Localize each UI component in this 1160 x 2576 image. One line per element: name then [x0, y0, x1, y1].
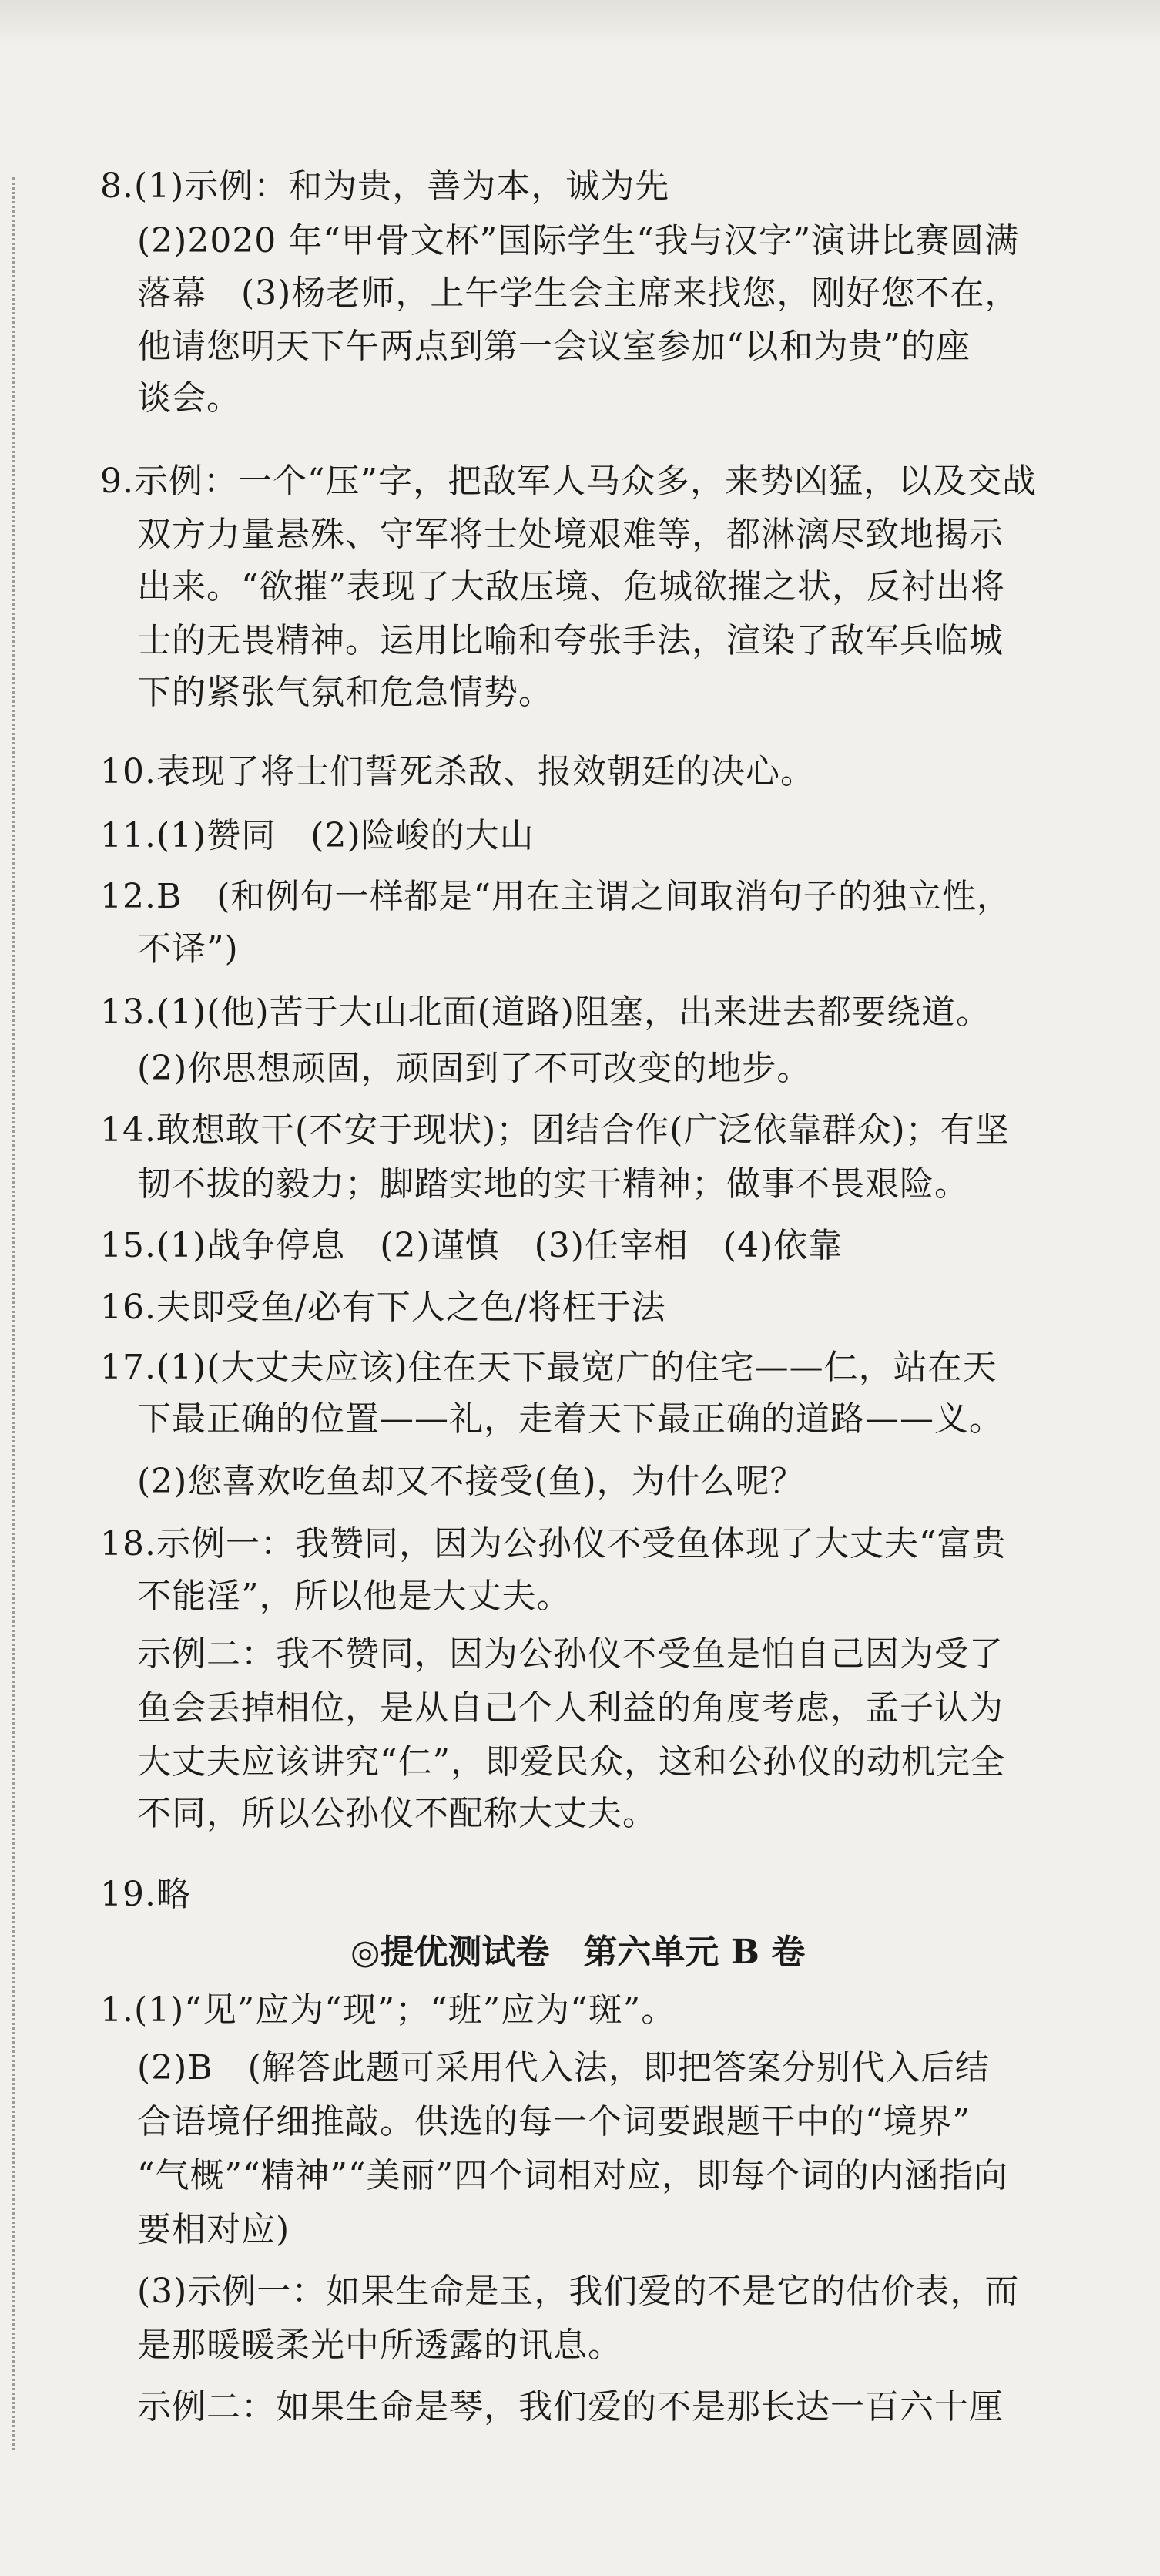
answer-8-2-line4: 谈会。	[137, 378, 241, 418]
answer-18-line1: 18.示例一：我赞同，因为公孙仪不受鱼体现了大丈夫“富贵	[100, 1524, 1007, 1563]
answer-12-line1: 12.B (和例句一样都是“用在主谓之间取消句子的独立性，	[100, 877, 1011, 916]
section-answer-1-2-line1: (2)B (解答此题可采用代入法，即把答案分别代入后结	[137, 2048, 990, 2087]
section-heading: ◎提优测试卷 第六单元 B 卷	[350, 1933, 806, 1972]
section-answer-1-1: 1.(1)“见”应为“现”；“班”应为“斑”。	[100, 1990, 676, 2030]
answer-19: 19.略	[100, 1875, 191, 1914]
answer-17-1-line1: 17.(1)(大丈夫应该)住在天下最宽广的住宅——仁，站在天	[100, 1348, 997, 1387]
answer-11: 11.(1)赞同 (2)险峻的大山	[100, 816, 535, 855]
section-answer-1-2-line2: 合语境仔细推敲。供选的每一个词要跟题干中的“境界”	[137, 2102, 971, 2141]
answer-9-line1: 9.示例：一个“压”字，把敌军人马众多，来势凶猛，以及交战	[100, 462, 1037, 501]
answer-13-1: 13.(1)(他)苦于大山北面(道路)阻塞，出来进去都要绕道。	[100, 992, 991, 1032]
answer-18-line5: 大丈夫应该讲究“仁”，即爱民众，这和公孙仪的动机完全	[137, 1742, 1005, 1782]
section-answer-1-2-line4: 要相对应)	[137, 2210, 290, 2249]
answer-17-2: (2)您喜欢吃鱼却又不接受(鱼)，为什么呢？	[137, 1462, 805, 1501]
answer-9-line4: 士的无畏精神。运用比喻和夸张手法，渲染了敌军兵临城	[137, 621, 1004, 660]
answer-15: 15.(1)战争停息 (2)谨慎 (3)任宰相 (4)依靠	[100, 1226, 843, 1265]
answer-13-2: (2)你思想顽固，顽固到了不可改变的地步。	[137, 1049, 812, 1088]
answer-17-1-line2: 下最正确的位置——礼，走着天下最正确的道路——义。	[137, 1399, 1004, 1439]
section-answer-1-3-line2: 是那暖暖柔光中所透露的讯息。	[137, 2326, 622, 2365]
answer-12-line2: 不译”)	[137, 929, 239, 969]
answer-14-line1: 14.敢想敢干(不安于现状)；团结合作(广泛依靠群众)；有坚	[100, 1110, 1010, 1150]
answer-14-line2: 韧不拔的毅力；脚踏实地的实干精神；做事不畏艰险。	[137, 1164, 969, 1204]
answer-18-line6: 不同，所以公孙仪不配称大丈夫。	[137, 1794, 657, 1833]
answer-10: 10.表现了将士们誓死杀敌、报效朝廷的决心。	[100, 752, 815, 791]
answer-8-2-line1: (2)2020 年“甲骨文杯”国际学生“我与汉字”演讲比赛圆满	[137, 221, 1020, 260]
answer-9-line3: 出来。“欲摧”表现了大敌压境、危城欲摧之状，反衬出将	[137, 567, 1005, 606]
section-answer-1-3-line1: (3)示例一：如果生命是玉，我们爱的不是它的估价表，而	[137, 2272, 1020, 2311]
answer-9-line5: 下的紧张气氛和危急情势。	[137, 673, 553, 712]
answer-16: 16.夫即受鱼/必有下人之色/将枉于法	[100, 1288, 666, 1327]
answer-8-2-line2: 落幕 (3)杨老师，上午学生会主席来找您，刚好您不在，	[137, 274, 1020, 313]
section-answer-1-2-line3: “气概”“精神”“美丽”四个词相对应，即每个词的内涵指向	[137, 2156, 1008, 2195]
answer-8-2-line3: 他请您明天下午两点到第一会议室参加“以和为贵”的座	[137, 327, 971, 366]
answer-18-line4: 鱼会丢掉相位，是从自己个人利益的角度考虑，孟子认为	[137, 1688, 1004, 1728]
answer-8-1: 8.(1)示例：和为贵，善为本，诚为先	[100, 166, 670, 206]
answer-18-line2: 不能淫”，所以他是大丈夫。	[137, 1577, 572, 1616]
answer-18-line3: 示例二：我不赞同，因为公孙仪不受鱼是怕自己因为受了	[137, 1634, 1004, 1674]
section-answer-1-3-line3: 示例二：如果生命是琴，我们爱的不是那长达一百六十厘	[137, 2387, 1004, 2427]
answer-9-line2: 双方力量悬殊、守军将士处境艰难等，都淋漓尽致地揭示	[137, 515, 1004, 554]
